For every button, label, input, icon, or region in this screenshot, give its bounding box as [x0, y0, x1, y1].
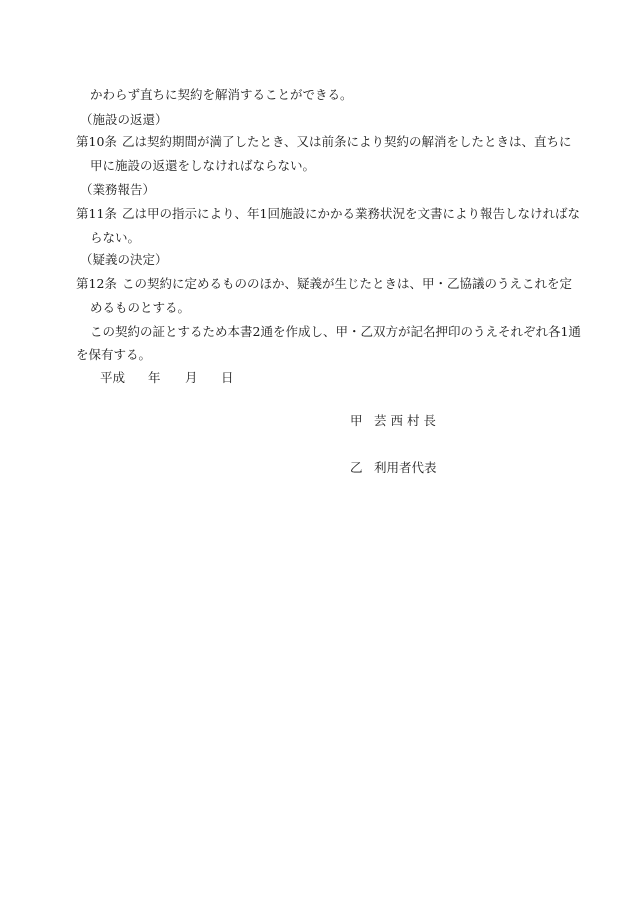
party-b-label: 乙	[350, 460, 363, 475]
party-b-name: 利用者代表	[374, 460, 437, 475]
party-a-name: 芸 西 村 長	[374, 413, 436, 428]
party-b-line	[350, 456, 437, 480]
article12-text: この契約に定めるもののほか、疑義が生じたときは、甲・乙協議のうえこれを定	[122, 276, 573, 291]
article12-number: 第12条	[76, 276, 117, 291]
article12-heading: （疑義の決定）	[80, 252, 168, 267]
article10-heading: （施設の返還）	[80, 112, 168, 127]
article11-text: 乙は甲の指示により、年1回施設にかかる業務状況を文書により報告しなければな	[122, 206, 580, 221]
date-year: 年	[148, 370, 161, 385]
date-month: 月	[185, 370, 198, 385]
continuation-text: かわらず直ちに契約を解消することができる。	[90, 87, 353, 102]
party-a-label: 甲	[350, 413, 363, 428]
article10-line2: 甲に施設の返還をしなければならない。	[90, 158, 316, 173]
article10-text: 乙は契約期間が満了したとき、又は前条により契約の解消をしたときは、直ちに	[122, 134, 572, 149]
date-day: 日	[221, 370, 234, 385]
article12-line2: めるものとする。	[90, 300, 191, 315]
article10-number: 第10条	[76, 134, 117, 149]
article10-line1	[76, 130, 572, 154]
closing-line1: この契約の証とするため本書2通を作成し、甲・乙双方が記名押印のうえそれぞれ各1通	[90, 324, 581, 339]
article11-heading: （業務報告）	[80, 182, 156, 197]
party-a-line	[350, 409, 436, 433]
article11-number: 第11条	[76, 206, 117, 221]
article11-line2: らない。	[90, 230, 141, 245]
closing-line2: を保有する。	[76, 347, 152, 362]
article11-line1	[76, 202, 580, 226]
date-era: 平成	[100, 370, 126, 385]
date-line	[100, 366, 234, 390]
article12-line1	[76, 272, 572, 296]
